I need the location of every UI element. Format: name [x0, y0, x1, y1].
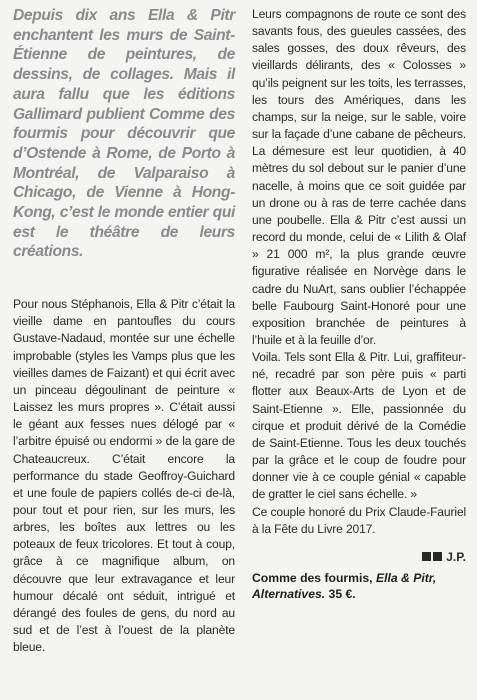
body-paragraph-left: Pour nous Stéphanois, Ella & Pitr c’était la vieille dame en pantoufles du cours Gustave-Nadaud, montée sur une échelle improbable (styles les Vamps plus que les vieilles dames de Faizant) et qui écrit avec un pinceau dégoulinant de peinture « Laissez les murs propres ». C’était aussi le géant aux fesses nues délogé par « l’arbitre épuisé ou endormi » de la gare de Chateaucreux. C’était encore la performance du stade Geoffroy-Guichard et une foule de papiers collés de-ci de-là, pour tout et pour rien, sur les murs, les arbres, les boîtes aux lettres ou les poteaux de feux tricolores. Et tout à coup, grâce à ce magnifique album, on découvre que leur extravagance et leur humour décalé ont séduit, intrigué et dérangé des foules de gens, du nord au sud et de l’est à l’ouest de la planète bleue. [13, 297, 235, 655]
book-price: 35 €. [328, 587, 356, 602]
book-publisher: Alternatives. [252, 587, 326, 602]
lead-paragraph: Depuis dix ans Ella & Pitr enchantent les murs de Saint-Étienne de peintures, de dessins, de collages. Mais il aura fallu que les éditions Gallimard publient Comme des fourmis pour découvrir que d’Ostende à Rome, de Porto à Montréal, de Valparaiso à Chicago, de Vienne à Hong-Kong, c’est le monde entier qui est le théâtre de leurs créations. [13, 7, 235, 261]
book-authors: Ella & Pitr, [375, 570, 437, 585]
body-paragraph-right-3: Ce couple honoré du Prix Claude-Fauriel à la Fête du Livre 2017. [252, 504, 466, 536]
signature-text: J.P. [446, 549, 466, 564]
body-paragraph-right-1: Leurs compagnons de route ce sont des savants fous, des gueules cassées, des sales gosses, des doux rêveurs, des vieillards délirants, des « Colosses » qu’ils peignent sur les toits, les terrasses, les tours des Amériques, dans les champs, sur la neige, sur le sable, voire sur la façade d’une cabane de pêcheurs. La démesure est leur quotidien, à 40 mètres du sol debout sur le panier d’une nacelle, à moins que ce soit guidée par un drone ou à ras de terre cachée dans une poubelle. Ella & Pitr c’est aussi un record du monde, celui de « Lilith & Olaf » 21 000 m², la plus grande œuvre figurative réalisée en Norvège dans le cadre du NuArt, sans oublier l’échappée belle Faubourg Saint-Honoré pour une exposition branchée de peintures à l’huile et à la feuille d’or. [252, 7, 466, 347]
book-credit [252, 570, 466, 603]
signature [252, 550, 466, 564]
square-bullet-icon [433, 552, 442, 561]
right-column [252, 6, 466, 603]
book-title: Comme des fourmis, [252, 570, 373, 585]
left-column [13, 6, 235, 656]
square-bullet-icon [422, 552, 431, 561]
body-paragraph-right-2: Voila. Tels sont Ella & Pitr. Lui, graffiteur-né, recadré par son père puis « parti flotter aux Beaux-Arts de Lyon et de Saint-Etienne ». Elle, passionnée du cirque et produit dérivé de la Comédie de Saint-Etienne. Tous les deux touchés par la grâce et le coup de foudre pour donner vie à ce couple génial « capable de gratter le ciel sans échelle. » [252, 350, 466, 502]
